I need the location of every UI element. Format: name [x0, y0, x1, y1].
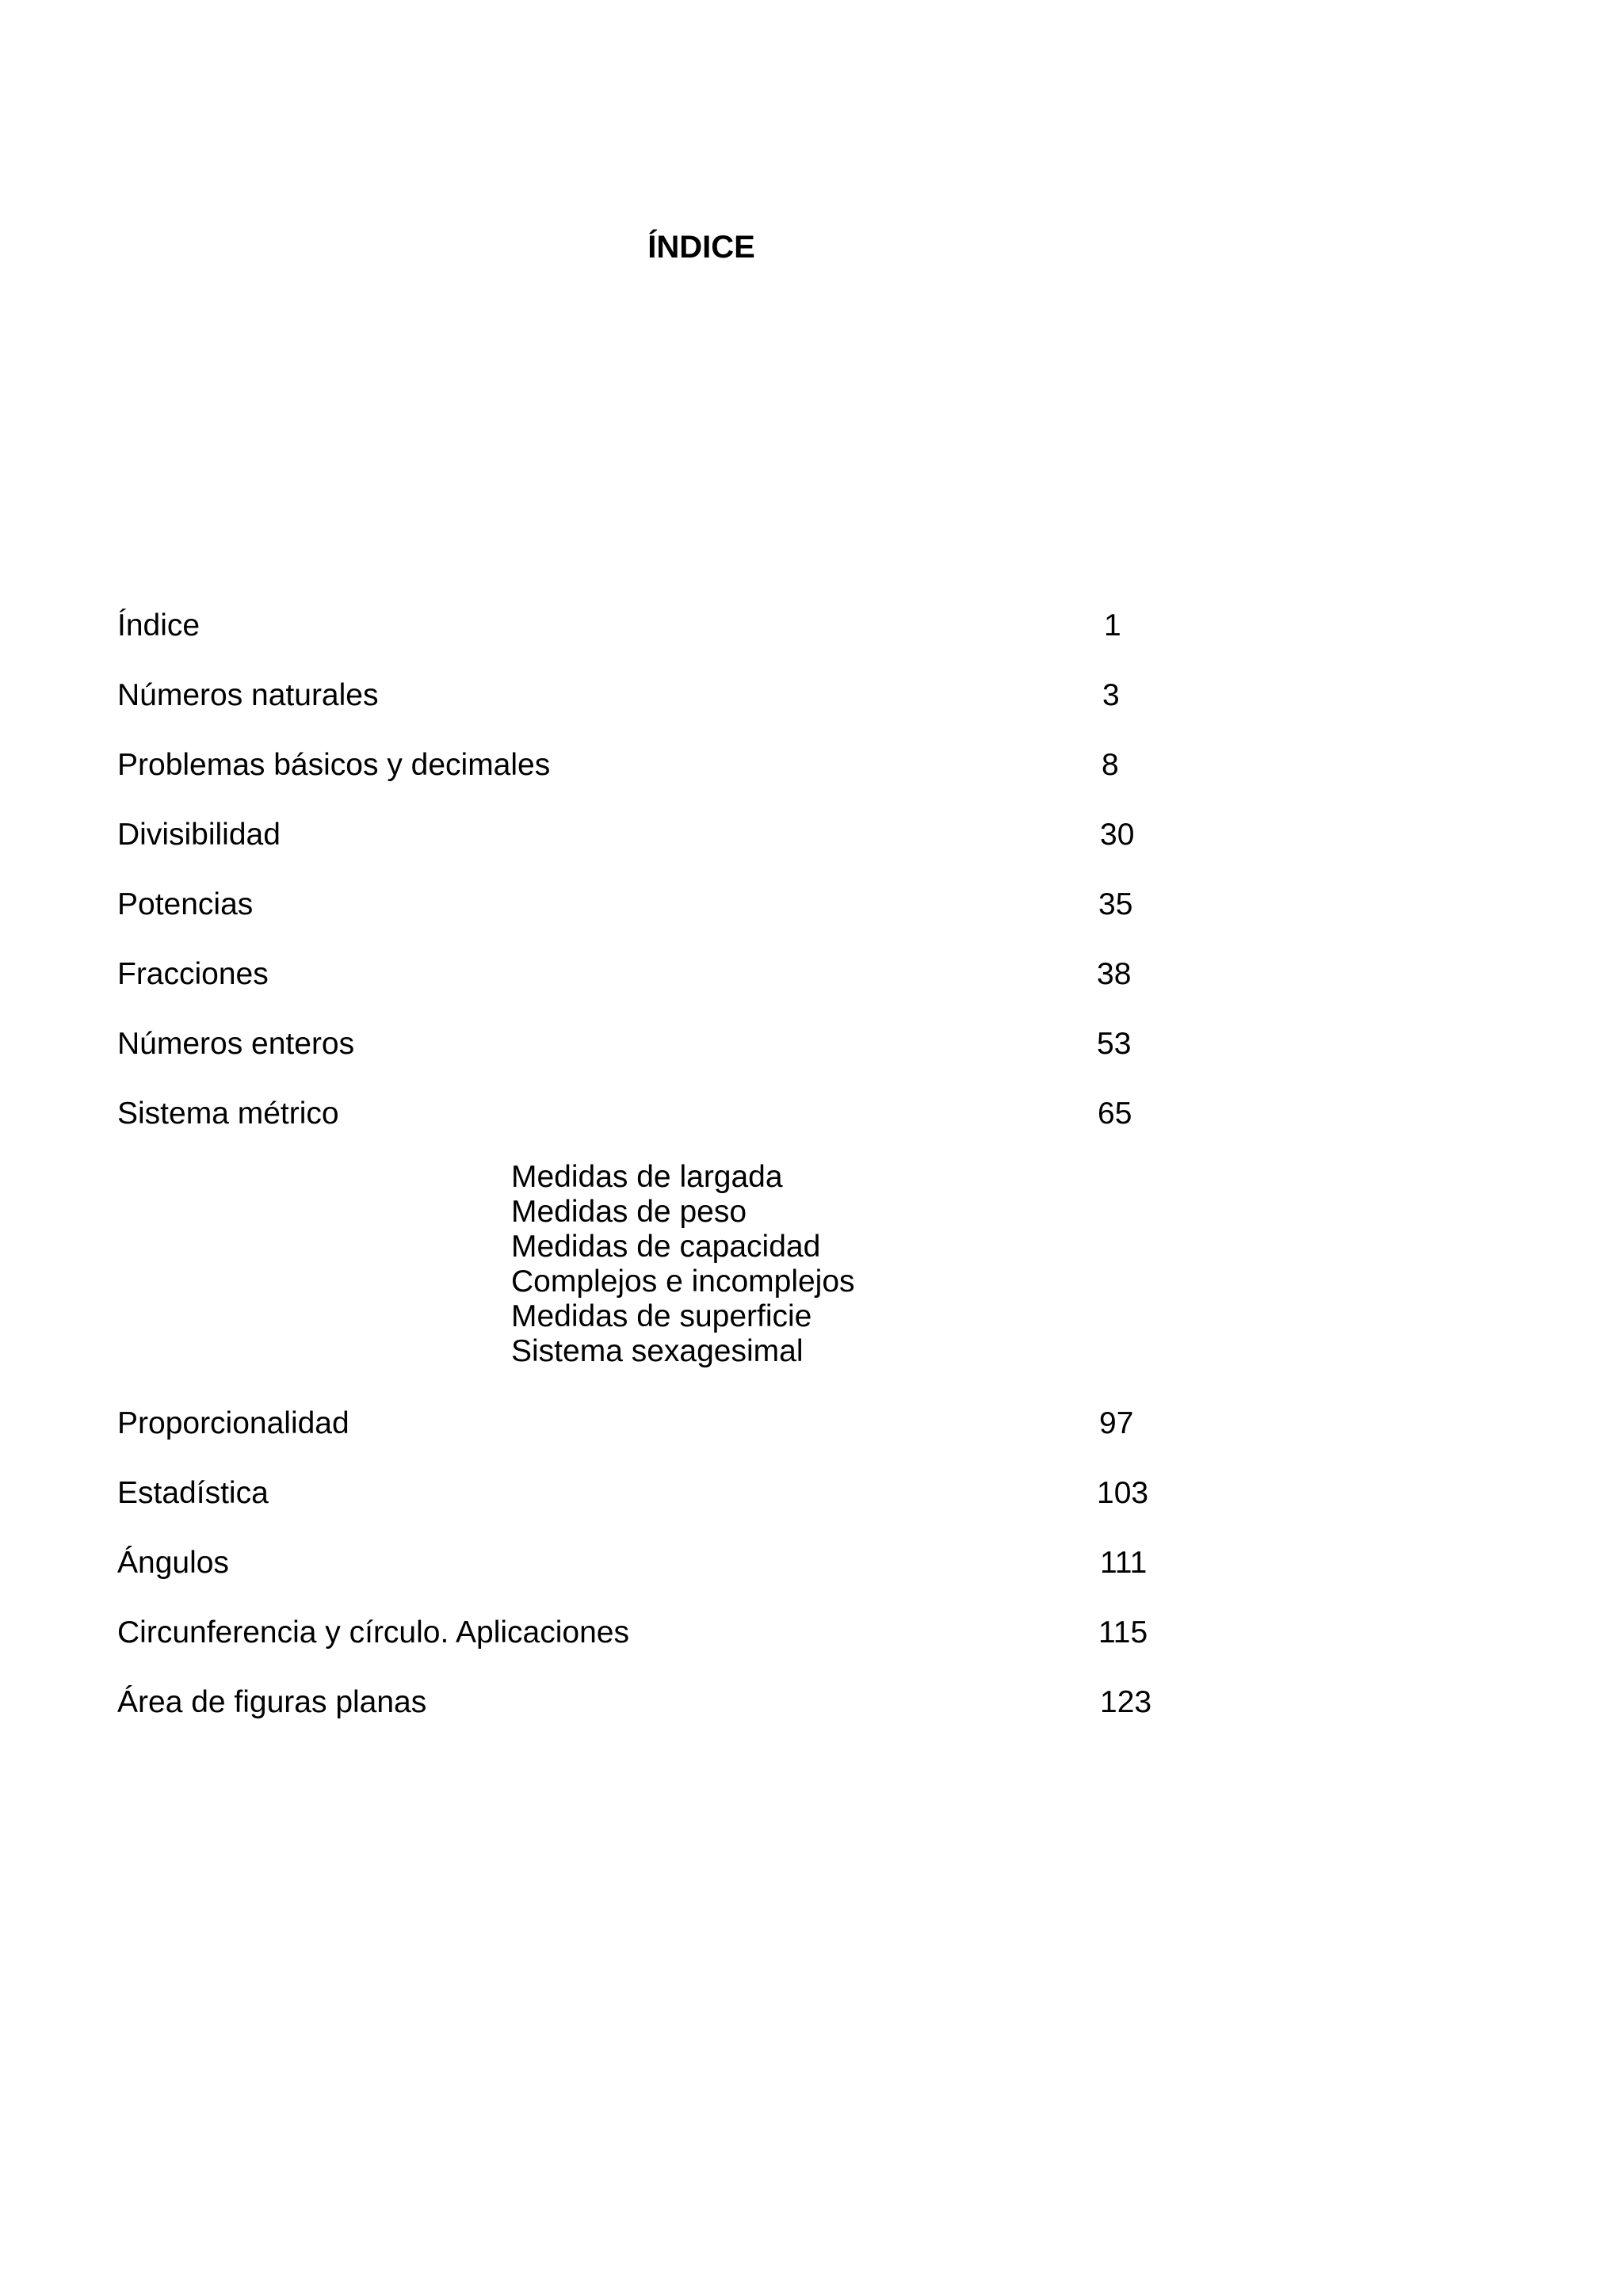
toc-entry-fracciones: [117, 955, 1148, 994]
toc-entry-title: Potencias: [117, 887, 254, 921]
toc-entry-page: 38: [1097, 957, 1132, 991]
toc-entry-page: 97: [1099, 1406, 1134, 1440]
page-title: ÍNDICE: [647, 230, 755, 265]
subtopic-item: Medidas de capacidad: [511, 1230, 821, 1264]
toc-entry-page: 123: [1100, 1685, 1152, 1719]
toc-entry-page: 30: [1100, 818, 1135, 852]
toc-entry-page: 8: [1102, 748, 1119, 782]
toc-entry-circunferencia: [117, 1613, 1148, 1653]
subtopic-item: Medidas de peso: [511, 1195, 747, 1229]
toc-entry-sistema-metrico: [117, 1094, 1148, 1134]
toc-entry-indice: [117, 606, 1148, 646]
toc-entry-area-figuras: [117, 1683, 1152, 1722]
toc-entry-page: 35: [1098, 887, 1133, 921]
toc-entry-title: Índice: [117, 608, 200, 643]
toc-entry-title: Números naturales: [117, 678, 379, 712]
toc-entry-page: 111: [1100, 1546, 1148, 1580]
toc-entry-title: Circunferencia y círculo. Aplicaciones: [117, 1615, 629, 1650]
toc-entry-title: Estadística: [117, 1476, 269, 1510]
toc-entry-divisibilidad: [117, 815, 1148, 855]
toc-entry-title: Ángulos: [117, 1546, 229, 1580]
toc-entry-title: Área de figuras planas: [117, 1685, 427, 1719]
toc-entry-numeros-enteros: [117, 1024, 1148, 1064]
toc-entry-page: 3: [1102, 678, 1120, 712]
sistema-metrico-subtopics: [511, 1160, 855, 1369]
toc-entry-title: Divisibilidad: [117, 818, 281, 852]
toc-entry-page: 103: [1097, 1476, 1149, 1510]
toc-entry-potencias: [117, 885, 1148, 925]
toc-entry-title: Números enteros: [117, 1027, 355, 1061]
subtopic-item: Medidas de largada: [511, 1160, 783, 1194]
toc-entry-page: 65: [1098, 1097, 1132, 1131]
toc-entry-title: Sistema métrico: [117, 1097, 339, 1131]
subtopic-item: Medidas de superficie: [511, 1299, 812, 1333]
toc-entry-page: 53: [1097, 1027, 1132, 1061]
subtopic-item: Complejos e incomplejos: [511, 1264, 855, 1299]
toc-entry-proporcionalidad: [117, 1404, 1148, 1444]
toc-entry-angulos: [117, 1543, 1148, 1583]
toc-entry-title: Fracciones: [117, 957, 269, 991]
toc-entry-title: Problemas básicos y decimales: [117, 748, 551, 782]
toc-entry-numeros-naturales: [117, 676, 1148, 715]
toc-entry-problemas-basicos: [117, 746, 1148, 785]
toc-entry-title: Proporcionalidad: [117, 1406, 349, 1440]
subtopic-item: Sistema sexagesimal: [511, 1334, 804, 1368]
toc-entry-estadistica: [117, 1474, 1148, 1513]
toc-entry-page: 115: [1098, 1615, 1148, 1650]
toc-entry-page: 1: [1104, 608, 1121, 643]
